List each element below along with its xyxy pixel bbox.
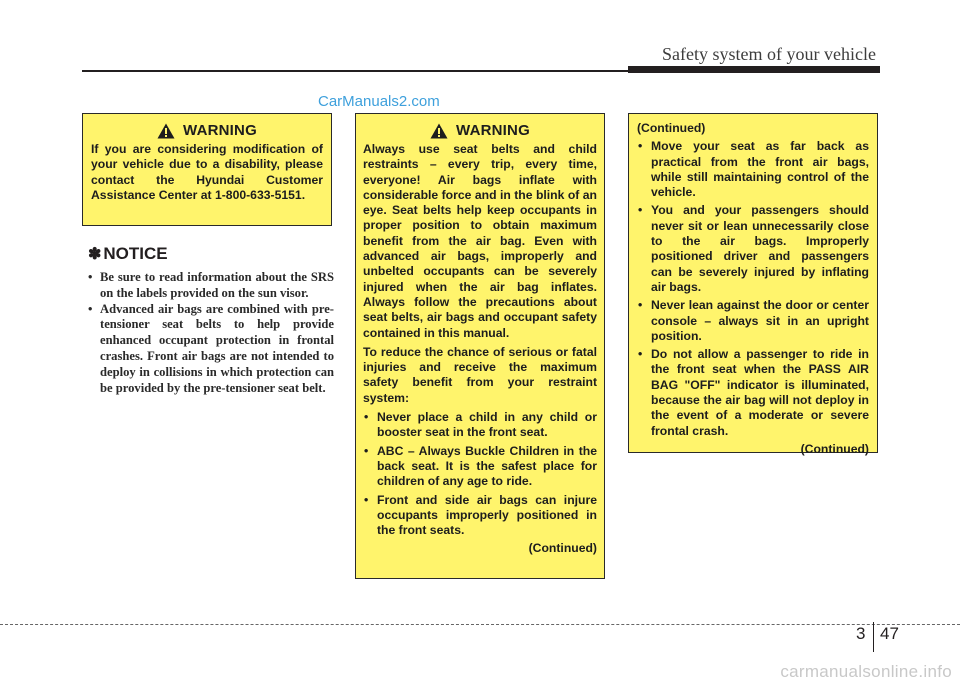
header-rule-accent — [628, 66, 880, 73]
warning-list — [637, 139, 869, 439]
notice-title — [88, 244, 334, 264]
warning-heading — [363, 123, 597, 139]
warning-list-item: • ABC – Always Buckle Children in the back seat. It is the safest place for children of any age to ride. — [363, 444, 597, 490]
footer-divider — [0, 624, 960, 625]
notice-item: • Be sure to read information about the SRS on the labels provided on the sun visor. — [88, 270, 334, 302]
chapter-number: 3 — [856, 624, 866, 643]
page-header-title: Safety system of your vehicle — [662, 44, 876, 64]
warning-box-disability — [82, 113, 332, 226]
warning-heading — [91, 123, 323, 139]
warning-list — [363, 410, 597, 538]
warning-heading-label: WARNING — [183, 122, 257, 140]
continued-label: (Continued) — [800, 441, 869, 456]
continued-label: (Continued) — [528, 541, 597, 556]
watermark-footer-link[interactable]: carmanualsonline.info — [780, 662, 952, 681]
warning-text: If you are considering modification of your vehicle due to a disability, please contact the Hyundai Customer Assistance Center at 1-800-633-5151. — [91, 142, 323, 202]
warning-triangle-icon — [430, 123, 448, 139]
warning-list-item: • Move your seat as far back as practical from the front air bags, while still maintaining control of the vehicle. — [637, 139, 869, 200]
page-number-separator — [873, 622, 874, 652]
notice-title-label: NOTICE — [103, 244, 168, 263]
warning-list-item: • Never lean against the door or center console – always sit in an upright position. — [637, 298, 869, 344]
warning-heading-label: WARNING — [456, 122, 530, 140]
warning-list-item: • You and your passengers should never sit or lean unnecessarily close to the air bags. Improperly positioned driver and passengers can be severely injured by inflating air bags. — [637, 203, 869, 295]
notice-item: • Advanced air bags are combined with pre-tensioner seat belts to help provide enhanced occupant protection in frontal crashes. Front air bags are not intended to deploy in collisions in which protection can be provided by the pre-tensioner seat belt. — [88, 302, 334, 397]
page-number-value: 47 — [880, 624, 899, 643]
warning-box-seat-belts — [355, 113, 605, 579]
warning-box-continued — [628, 113, 878, 456]
notice-section — [88, 244, 334, 396]
continued-label-top: (Continued) — [637, 121, 706, 135]
notice-list — [88, 270, 334, 396]
warning-paragraph: To reduce the chance of serious or fatal injuries and receive the maximum safety benefit from your restraint system: — [363, 344, 597, 405]
warning-paragraph: Always use seat belts and child restraints – every trip, every time, everyone! Air bags inflate with considerable force and in the blink of an eye. Seat belts help keep occupants in proper position to obtain maximum benefit from the air bag. Even with advanced air bags, improperly and unbelted occupants can be severely injured when the air bag inflates. Always follow the precautions about seat belts, air bags and occupant safety contained in this manual. — [363, 142, 597, 340]
warning-list-item: • Front and side air bags can injure occupants improperly positioned in the front seats. — [363, 493, 597, 539]
warning-list-item: • Never place a child in any child or booster seat in the front seat. — [363, 410, 597, 441]
warning-triangle-icon — [157, 123, 175, 139]
warning-list-item: • Do not allow a passenger to ride in the front seat when the PASS AIR BAG "OFF" indicator is illuminated, because the air bag will not deploy in the event of a moderate or severe frontal crash. — [637, 347, 869, 439]
notice-star-icon: ✽ — [88, 246, 102, 263]
watermark-link[interactable]: CarManuals2.com — [318, 93, 440, 110]
